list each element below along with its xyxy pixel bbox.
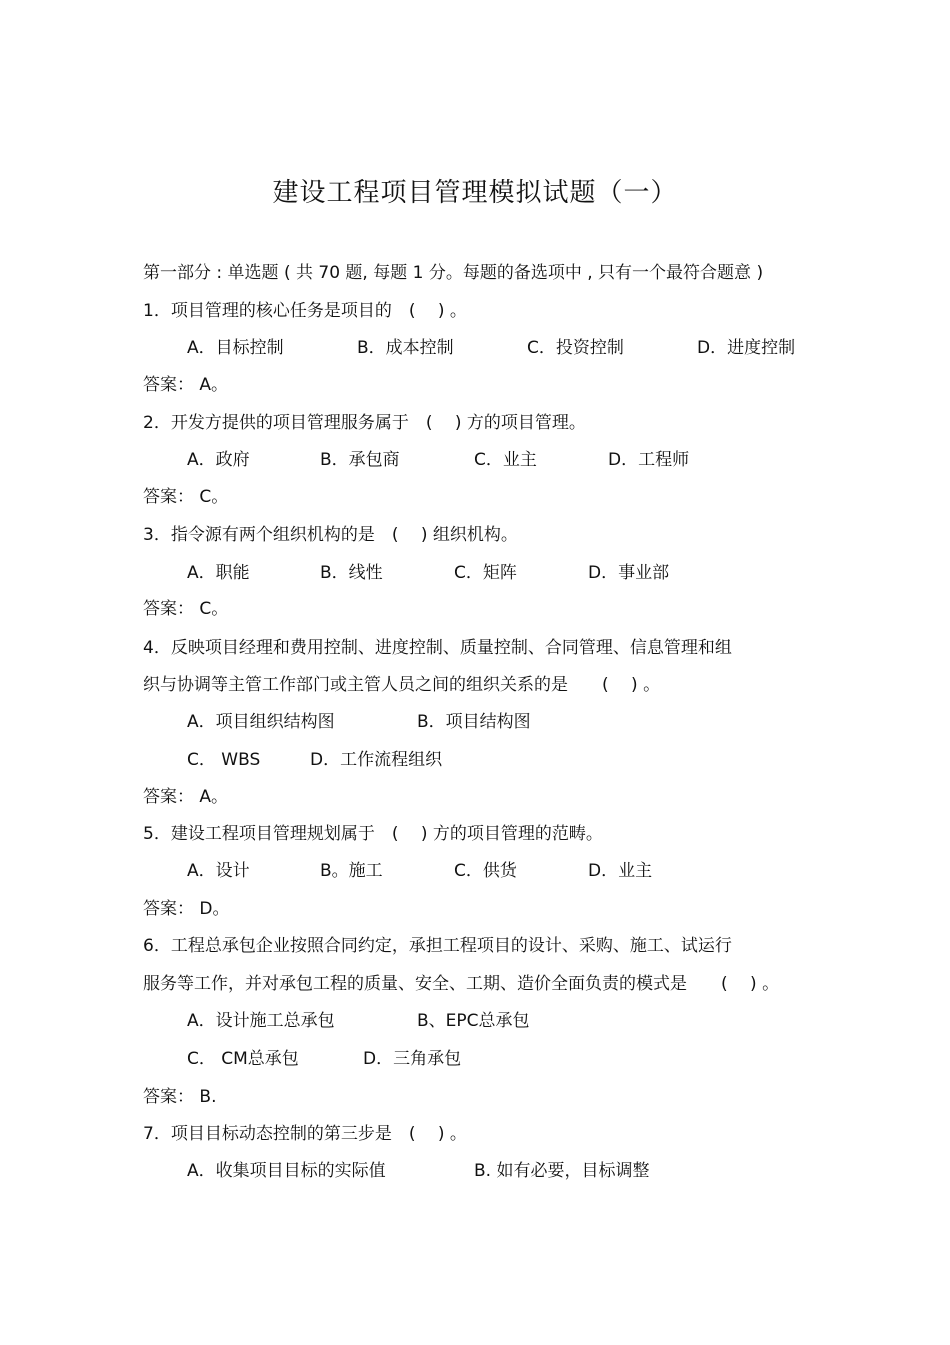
question-2-option-d: D．工程师 <box>608 450 690 470</box>
question-5-option-d: D．业主 <box>588 861 653 881</box>
question-4-option-c: C． WBS <box>187 750 261 770</box>
question-1-option-a: A．目标控制 <box>187 338 284 358</box>
question-3-stem: 3．指令源有两个组织机构的是 ( ) 组织机构。 <box>143 525 518 545</box>
question-7-option-b: B. 如有必要，目标调整 <box>474 1161 650 1181</box>
question-3-option-a: A．职能 <box>187 563 250 583</box>
question-4-option-a: A．项目组织结构图 <box>187 712 335 732</box>
question-4-answer: 答案： A。 <box>143 787 229 807</box>
question-6-option-a: A．设计施工总承包 <box>187 1011 335 1031</box>
question-6-option-d: D．三角承包 <box>363 1049 462 1069</box>
question-2-stem: 2．开发方提供的项目管理服务属于 ( ) 方的项目管理。 <box>143 413 586 433</box>
question-1-option-d: D．进度控制 <box>697 338 796 358</box>
section-header: 第一部分 : 单选题 ( 共 70 题, 每题 1 分。每题的备选项中 , 只有一个最符合题意 ) <box>143 263 764 283</box>
question-2-option-a: A．政府 <box>187 450 250 470</box>
question-5-option-a: A．设计 <box>187 861 250 881</box>
question-4-stem-line-2: 织与协调等主管工作部门或主管人员之间的组织关系的是 ( ) 。 <box>143 675 661 695</box>
question-1-answer: 答案： A。 <box>143 375 229 395</box>
question-2-option-b: B．承包商 <box>320 450 400 470</box>
question-2-option-c: C．业主 <box>474 450 537 470</box>
question-3-answer: 答案： C。 <box>143 599 229 619</box>
question-1-option-b: B．成本控制 <box>357 338 454 358</box>
question-5-answer: 答案： D。 <box>143 899 230 919</box>
question-3-option-c: C．矩阵 <box>454 563 517 583</box>
question-7-option-a: A．收集项目目标的实际值 <box>187 1161 386 1181</box>
question-1-option-c: C．投资控制 <box>527 338 624 358</box>
question-3-option-d: D．事业部 <box>588 563 670 583</box>
question-1-stem: 1．项目管理的核心任务是项目的 ( ) 。 <box>143 301 467 321</box>
question-4-option-d: D．工作流程组织 <box>310 750 443 770</box>
question-6-stem-line-2: 服务等工作，并对承包工程的质量、安全、工期、造价全面负责的模式是 ( ) 。 <box>143 974 780 994</box>
question-5-option-b: B。施工 <box>320 861 383 881</box>
question-7-stem: 7．项目目标动态控制的第三步是 ( ) 。 <box>143 1124 467 1144</box>
question-6-option-b: B、EPC总承包 <box>417 1011 530 1031</box>
page-title: 建设工程项目管理模拟试题（一） <box>272 178 678 208</box>
question-6-option-c: C． CM总承包 <box>187 1049 299 1069</box>
question-5-stem: 5．建设工程项目管理规划属于 ( ) 方的项目管理的范畴。 <box>143 824 603 844</box>
question-5-option-c: C．供货 <box>454 861 517 881</box>
question-3-option-b: B．线性 <box>320 563 383 583</box>
question-2-answer: 答案： C。 <box>143 487 229 507</box>
question-4-stem-line-1: 4．反映项目经理和费用控制、进度控制、质量控制、合同管理、信息管理和组 <box>143 638 732 658</box>
question-6-answer: 答案： B. <box>143 1087 217 1107</box>
question-6-stem-line-1: 6．工程总承包企业按照合同约定，承担工程项目的设计、采购、施工、试运行 <box>143 936 732 956</box>
question-4-option-b: B．项目结构图 <box>417 712 531 732</box>
